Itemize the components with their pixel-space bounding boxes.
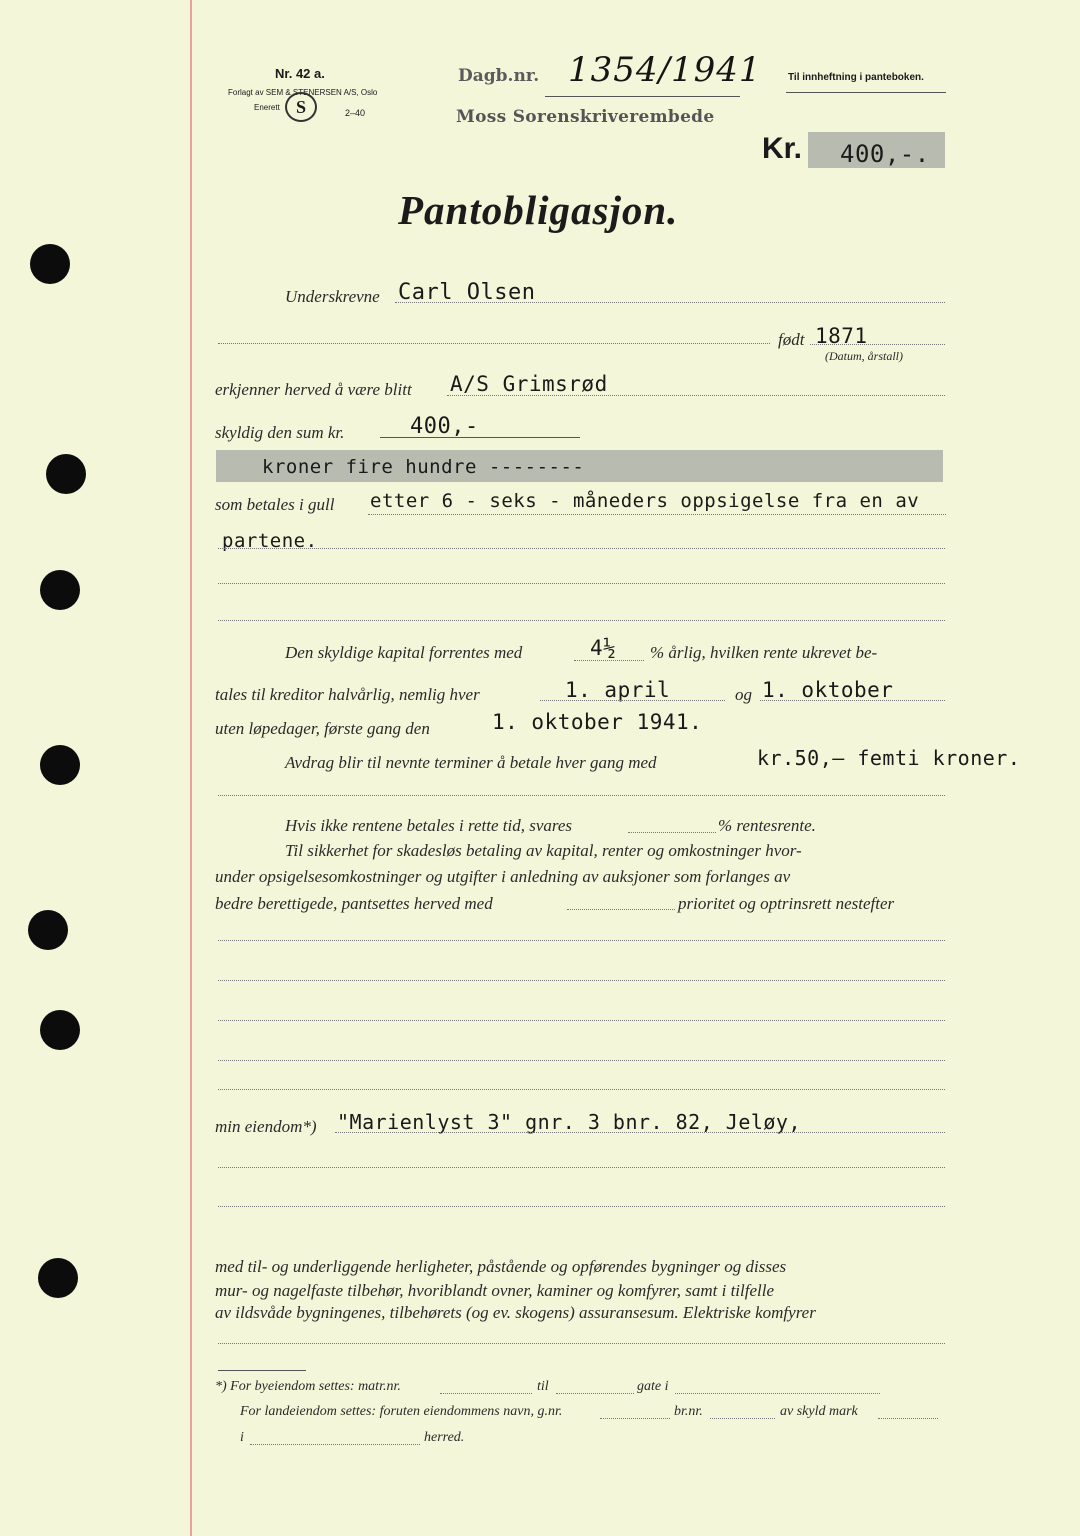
blank-line xyxy=(218,1343,945,1344)
interest-text-suffix: % årlig, hvilken rente ukrevet be- xyxy=(650,643,878,662)
blank-line xyxy=(218,1089,945,1090)
office-name: Moss Sorenskriverembede xyxy=(456,107,715,127)
footnote-skyld-line xyxy=(878,1418,938,1419)
creditor-name: A/S Grimsrød xyxy=(450,372,608,396)
dagbok-line xyxy=(545,96,740,97)
blank-line xyxy=(218,1206,945,1207)
interest-text-prefix: Den skyldige kapital forrentes med xyxy=(285,643,523,662)
terms-prefix: tales til kreditor halvårlig, nemlig hver xyxy=(215,685,480,704)
payment-label: som betales i gull xyxy=(215,495,335,514)
sum-line xyxy=(380,437,580,438)
punch-hole xyxy=(28,910,68,950)
publisher-line: Forlagt av SEM & STENERSEN A/S, Oslo xyxy=(228,88,378,97)
footnote-2-br: br.nr. xyxy=(674,1404,703,1419)
payment-text-1: etter 6 - seks - måneders oppsigelse fra en av xyxy=(370,490,920,512)
punch-hole xyxy=(30,244,70,284)
interest-rate: 4½ xyxy=(590,636,617,660)
punch-hole xyxy=(46,454,86,494)
footnote-til-line xyxy=(556,1393,634,1394)
punch-hole xyxy=(40,745,80,785)
form-number: Nr. 42 a. xyxy=(275,66,325,81)
form-edition: 2–40 xyxy=(345,108,366,118)
clause-line-1: med til- og underliggende herligheter, påstående og opførendes bygninger og disses xyxy=(215,1257,787,1276)
blank-line xyxy=(218,583,945,584)
term-date-1: 1. april xyxy=(565,678,671,702)
footnote-matr-line xyxy=(440,1393,532,1394)
sum-value: 400,- xyxy=(410,414,479,439)
property-label: min eiendom*) xyxy=(215,1117,317,1136)
punch-hole xyxy=(40,570,80,610)
blank-line xyxy=(218,620,945,621)
kr-label: Kr. xyxy=(762,132,803,165)
terms-og: og xyxy=(735,685,752,704)
penalty-prefix: Hvis ikke rentene betales i rette tid, svares xyxy=(285,816,573,835)
footnote-gate-line xyxy=(675,1393,880,1394)
clause-line-2: mur- og nagelfaste tilbehør, hvoriblandt ovner, kaminer og komfyrer, samt i tilfelle xyxy=(215,1281,775,1300)
footnote-3-herred: herred. xyxy=(424,1430,465,1445)
margin-line xyxy=(190,0,192,1536)
creditor-label: erkjenner herved å være blitt xyxy=(215,380,412,399)
publisher-logo-icon: S xyxy=(285,92,317,122)
property-value: "Marienlyst 3" gnr. 3 bnr. 82, Jeløy, xyxy=(337,1110,802,1134)
security-text-2: under opsigelsesomkostninger og utgifter i anledning av auksjoner som forlanges av xyxy=(215,867,791,886)
footnote-3-i: i xyxy=(240,1430,244,1445)
note-underline xyxy=(786,92,946,93)
blank-line xyxy=(218,795,945,796)
footnote-br-line xyxy=(710,1418,775,1419)
dagbok-number: 1354/1941 xyxy=(568,50,762,90)
security-text-1: Til sikkerhet for skadesløs betaling av kapital, renter og omkostninger hvor- xyxy=(285,841,802,860)
born-line xyxy=(810,344,945,345)
priority-line xyxy=(567,909,675,910)
penalty-suffix: % rentesrente. xyxy=(718,816,816,835)
payment-line-2 xyxy=(218,548,945,549)
footnote-1-til: til xyxy=(537,1379,549,1394)
debtor-name: Carl Olsen xyxy=(398,280,536,305)
publisher-enerett: Enerett xyxy=(254,103,280,112)
debtor-label: Underskrevne xyxy=(285,287,380,306)
blank-line xyxy=(218,1060,945,1061)
born-year: 1871 xyxy=(815,324,868,348)
first-payment-date: 1. oktober 1941. xyxy=(492,710,703,734)
sum-label: skyldig den sum kr. xyxy=(215,423,345,442)
payment-text-2: partene. xyxy=(222,530,318,552)
property-line xyxy=(335,1132,945,1133)
panteboken-note: Til innheftning i panteboken. xyxy=(788,72,924,83)
footnote-i-line xyxy=(250,1444,420,1445)
debtor-line xyxy=(395,302,945,303)
security-text-3-prefix: bedre berettigede, pantsettes herved med xyxy=(215,894,493,913)
creditor-line xyxy=(447,395,945,396)
payment-line-1 xyxy=(368,514,946,515)
punch-hole xyxy=(40,1010,80,1050)
blank-line xyxy=(218,980,945,981)
interest-rate-line xyxy=(574,660,644,661)
installment-prefix: Avdrag blir til nevnte terminer å betale hver gang med xyxy=(285,753,657,772)
born-hint: (Datum, årstall) xyxy=(825,349,903,363)
debtor-line-2 xyxy=(218,343,770,344)
first-payment-prefix: uten løpedager, første gang den xyxy=(215,719,430,738)
penalty-rate-line xyxy=(628,832,716,833)
sum-words: kroner fire hundre -------- xyxy=(262,456,585,478)
term-date-2-line xyxy=(760,700,945,701)
footnote-1-prefix: *) For byeiendom settes: matr.nr. xyxy=(215,1379,401,1394)
footnote-2-prefix: For landeiendom settes: foruten eiendommens navn, g.nr. xyxy=(240,1404,563,1419)
term-date-2: 1. oktober xyxy=(762,678,894,702)
blank-line xyxy=(218,1020,945,1021)
document-title: Pantobligasjon. xyxy=(398,187,679,233)
security-text-3-suffix: prioritet og optrinsrett nestefter xyxy=(678,894,895,913)
clause-line-3: av ildsvåde bygningenes, tilbehørets (og ev. skogens) assuransesum. Elektriske komfyrer xyxy=(215,1303,816,1322)
footnote-rule xyxy=(218,1370,306,1371)
footnote-gnr-line xyxy=(600,1418,670,1419)
blank-line xyxy=(218,940,945,941)
installment-value: kr.50,— femti kroner. xyxy=(757,746,1021,770)
kr-amount: 400,-. xyxy=(840,140,930,168)
born-label: født xyxy=(778,330,805,349)
dagbok-label: Dagb.nr. xyxy=(458,66,540,86)
punch-hole xyxy=(38,1258,78,1298)
blank-line xyxy=(218,1167,945,1168)
footnote-1-gate: gate i xyxy=(637,1379,669,1394)
term-date-1-line xyxy=(540,700,725,701)
footnote-2-skyld: av skyld mark xyxy=(780,1404,858,1419)
